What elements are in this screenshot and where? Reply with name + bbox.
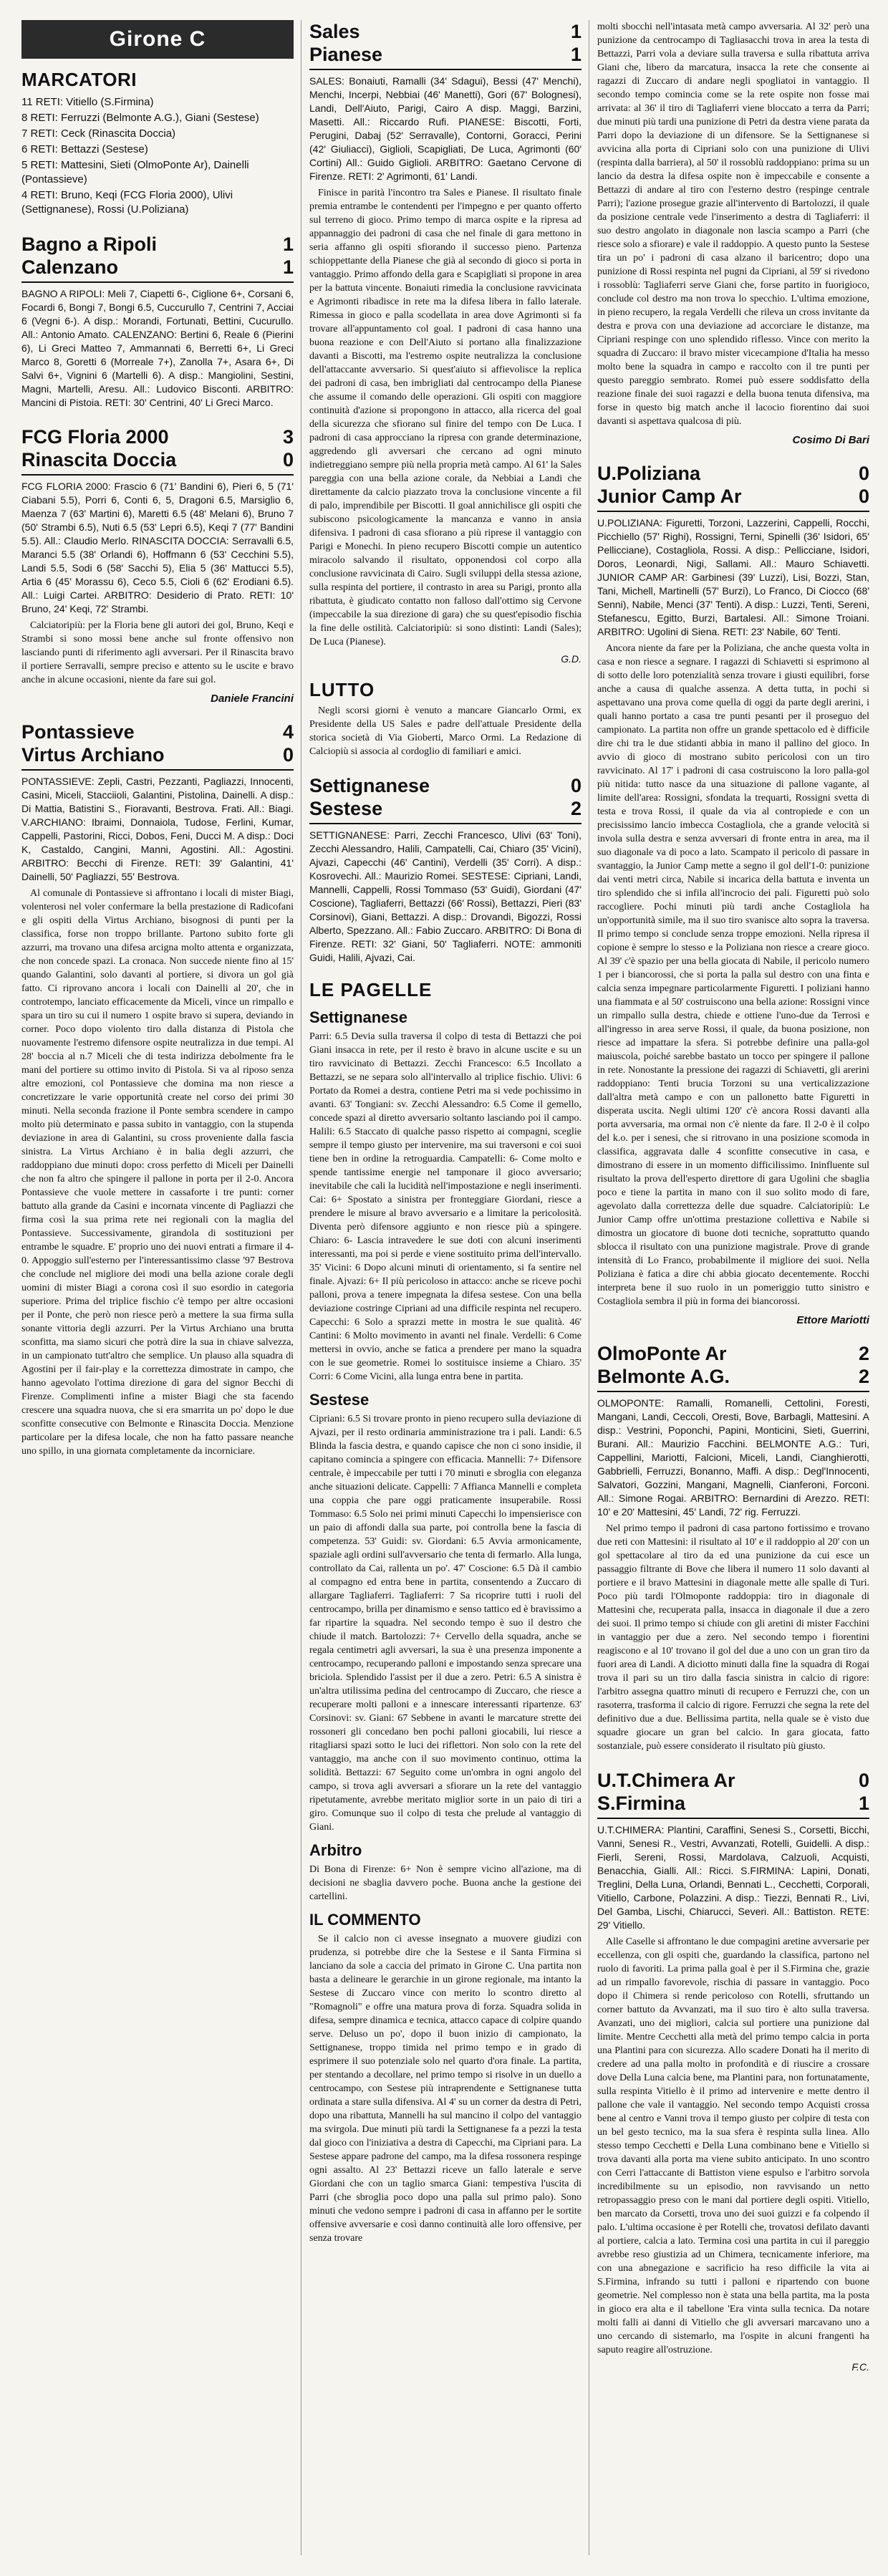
home-team-name: FCG Floria 2000	[21, 426, 169, 448]
away-team-score: 0	[282, 744, 294, 766]
article-paragraph: Finisce in parità l'incontro tra Sales e Pianese. Il risultato finale premia entrambe le contendenti per l'impegno e per quanto offerto sul terreno di gioco. Primo tempo di marca ospite e la ripresa ad appannaggio dei padroni di casa che nel finale di gara mettono in seria affanno gli ospiti sfiorando il successo pieno. Partenza schioppettante della Pianese che già al secondo di gioco si porta in vantaggio. Primo affondo della gara e Scapigliati si propone in area per la battuta vincente. Bonaiuti rimedia la conclusione ravvicinata e Agrimonti ribadisce in rete ma la difesa libera in fallo laterale. Rimessa in gioco e palla scodellata in area dove Agrimonti si fa trovare all'appuntamento col goal. I padroni di casa hanno una buona reazione e con Dell'Aiuto si portano alla finalizzazione davanti a Biscotti, ma l'estremo ospite neutralizza la conclusione dell'attaccante avversario. Si quest'aiuto si affievolisce la replica dei padroni di casa, ben imbrigliati dal centrocampo della Pianese che assume il comando delle operazioni. Gli ospiti con maggiore continuità d'azione si propongono in attacco, alla ricerca del goal della sicurezza che sfiorano sul finire del tempo con De Luca. I padroni di casa approcciano la ripresa con grande determinazione, aggredendo gli avversari che cercano ad ogni minuto indietreggiano sempre più nella propria metà campo. Al 61' la Sales pareggia con una bella azione corale, da Nebbiai a Landi che direttamente da calcio piazzato trova la conclusione vincente a fil di palo, imprendibile per Biscotti. Il goal annichilisce gli ospiti che subiscono psicologicamente la mancanza e vanno in ansia difensiva. I padroni di casa sfiorano a più riprese il vantaggio con Parigi e Monechi. In pieno recupero Biscotti compie un autentico miracolo salvando il risultato, opponendosi col corpo alla conclusione ravvicinata di Cairo. Sugli sviluppi della stessa azione, sulla respinta del portiere, il contrasto in area su Parigi, pronto alla ribattuta, è giudicato contatto non falloso dall'ottimo sig Cervone (impeccabile la sua direzione di gara) che su quest'episodio fischia la fine delle ostilità. Calciatoripiù: si sono distinti: Landi (Sales); De Luca (Pianese).	[309, 188, 581, 647]
match-report	[21, 233, 294, 410]
match-lineups: U.POLIZIANA: Figuretti, Torzoni, Lazzerini, Cappelli, Rocchi, Picchiello (57' Righi), Rossigni, Terni, Spinelli (36' Isidori, 65' Pellicciane), Costagliola, Rossi. A disp.: Pellicciane, Isidori, Doros, Leonardi, Nigi, Sallami. All.: Mauro Schiavetti. JUNIOR CAMP AR: Garbinesi (39' Luzzi), Lisi, Bozzi, Stan, Tani, Michell, Martinelli (57' Burzi), Lo Franco, Di Ciocco (68' Senni), Nabile, Menci (37' Tenti). A disp.: Luzzi, Tenti, Sereni, Stefanescu, Egitto, Burzi, Bartalesi. All.: Simone Troiani. ARBITRO: Ugolini di Siena. RETI: 23' Nabile, 60' Tenti.	[597, 517, 869, 637]
match-lineups: PONTASSIEVE: Zepli, Castri, Pezzanti, Pagliazzi, Innocenti, Casini, Miceli, Stacciioli, Galantini, Pistolina, Dainelli. A disp.: Di Mattia, Batistini S., Fioravanti, Bestrova. Frati. All.: Biagi. V.ARCHIANO: Ibraimi, Donnaiola, Tudose, Ferlini, Kumar, Cappelli, Pastorini, Ricci, Dobos, Feni, Ducci M. A disp.: Doci K, Castaldo, Cangini, Manni, Agostini. All.: Agostini. ARBITRO: Becchi di Firenze. RETI: 39' Galantini, 41' Dainelli, 50' Pagliazzi, 55' Bestrova.	[21, 776, 294, 882]
arbitro-rating	[309, 1863, 581, 1904]
column-2	[309, 20, 581, 2249]
away-team-score: 2	[570, 798, 581, 819]
commento-text	[309, 1932, 581, 2245]
match-lineups: BAGNO A RIPOLI: Meli 7, Ciapetti 6-, Ciglione 6+, Corsani 6, Focardi 6, Bongi 7, Bongi 6.5, Cuccurullo 7, Centrini 7, Acciai 6 (Vegni 6-). A disp.: Morandi, Fortunati, Bettini, Cucurullo. All.: Antonio Amato. CALENZANO: Bertini 6, Reale 6 (Pierini 6), Li Greci Matteo 7, Ammannati 6, Berretti 6+, Li Greci Marco 8, Goretti 6 (Morreale 7+), Zanolla 7+, Asara 6+, Di Salvi 6+, Vignini 6 (Martelli 6). A disp.: Mangiolini, Sestini, Magni, Martelli, Aresu. All.: Ludovico Bisconti. ARBITRO: Mancini di Pistoia. RETI: 30' Centrini, 40' Li Greci Marco.	[21, 288, 294, 408]
away-team-score: 0	[858, 486, 869, 507]
lutto-title: LUTTO	[309, 679, 375, 700]
author-signature: G.D.	[561, 653, 581, 665]
home-team-score: 0	[570, 775, 581, 796]
article-paragraph: Se il calcio non ci avesse insegnato a muovere giudizi con prudenza, si potrebbe dire che la Sestese e il Santa Firmina si lanciano da sole a caccia del primato in Girone C. Una partita non basta a delineare le gerarchie in un girone regionale, ma intanto la Sestese di Zuccaro vince con merito lo scontro diretto al "Romagnoli" e offre una matura prova di forza. Squadra solida in difesa, sempre dinamica e tecnica, attacco capace di colpire quando serve. Deluso un po', dopo il buon inizio di campionato, la Settignanese, troppo timida nel primo tempo e in grado di esprimere il suo potenziale solo nel quarto d'ora finale. La partita, per stentando a decollare, nel primo tempo si risolve in un duello a centrocampo, con Sestese più intraprendente e Settignanese tutta ordinata a stare sulla difensiva. Al 4' su un corner da destra di Petri, dopo una ribattuta, Mannelli ha sul mancino il colpo del vantaggio ma svirgola. Due minuti più tardi la Settignanese fa a pezzi la testa dal gioco con l'iniziativa a destra di Capecchi, ma Cipriani para. La Sestese appare padrone del campo, ma la difesa rossonera respinge ogni assalto. Al 23' Bettazzi riceve un fallo laterale e serve Giordani che con un taglio smarca Giani: tempestiva l'uscita di Parri (che sbroglia poco dopo una palla sul primo palo). Sono minuti che vedono sempre i padroni di casa in affanno per le sortite offensive avversarie e così danno continuità alle loro offensive, per senza trovare	[309, 1934, 581, 2244]
pagelle-team-title: Settignanese	[309, 1008, 407, 1026]
pagelle-title: LE PAGELLE	[309, 979, 433, 1000]
match-lineups: SETTIGNANESE: Parri, Zecchi Francesco, Ulivi (63' Toni), Zecchi Alessandro, Halili, Campatelli, Cai, Chiaro (35' Vicini), Ajvazi, Capecchi (46' Cantini), Verdelli (35' Corri). A disp.: Kosrovechi. All.: Maurizio Romei. SESTESE: Cipriani, Landi, Mannelli, Cappelli, Rossi Tommaso (53' Guidi), Giordani (47' Coscione), Tagliaferri, Bettazzi (66' Rossi), Bettazzi, Pieri (83' Corsinovi), Giani, Bettazzi. A disp.: Drovandi, Bigozzi, Rossi Alberto, Spezzano. All.: Fabio Zuccaro. ARBITRO: Di Bona di Firenze. RETI: 32' Giani, 50' Tagliaferri. NOTE: ammoniti Guidi, Halili, Ajvazi, Cai.	[309, 829, 581, 963]
marcatori-row: 5 RETI: Mattesini, Sieti (OlmoPonte Ar), Dainelli (Pontassieve)	[21, 159, 249, 185]
arbitro-title: Arbitro	[309, 1841, 362, 1859]
match-report	[309, 20, 581, 665]
column-1	[21, 20, 294, 1462]
home-team-score: 1	[570, 21, 581, 42]
article-paragraph: Calciatoripiù: per la Floria bene gli autori dei gol, Bruno, Keqi e Strambi si sono mossi bene anche sul fronte offensivo non lasciando punti di riferimento agli avversari. Per il Rinascita bravo il portiere Serravalli, sempre preciso e attento su le uscite e bravo anche in alcune occasioni, niente da fare sui gol.	[21, 620, 294, 685]
player-ratings	[309, 1030, 581, 1384]
match-report	[21, 425, 294, 705]
away-team-name: Sestese	[309, 798, 383, 819]
home-team-row	[597, 462, 869, 485]
ratings-text: Cipriani: 6.5 Si trovare pronto in pieno recupero sulla deviazione di Ajvazi, per il resto ordinaria amministrazione tra i pali. Landi: 6.5 Blinda la fascia destra, e quando capisce che non ci sono insidie, il capitano comincia a spingere con efficacia. Mannelli: 7+ Difensore centrale, è impeccabile per tutti i 70 minuti e sbroglia con eleganza anche situazioni delicate. Cappelli: 7 Affianca Mannelli e completa una coppia che pare oggi praticamente insuperabile. Rossi Tommaso: 6.5 Solo nei primi minuti Capecchi lo impensierisce con un paio di affondi dalla sua parte, poi controlla bene la fascia di competenza. 53' Guidi: sv. Giordani: 6.5 Avvia armonicamente, spaziale agli ordini sull'avversario che tenta di fermarlo. Alla lunga, controllato da Cai, rallenta un po'. 47' Coscione: 6.5 Dà il cambio al compagno ed entra bene in partita, consentendo a Zuccaro di allargare Tagliaferri. Tagliaferri: 7 Sa ricoprire tutti i ruoli del centrocampo, brilla per dinamismo e senso tattico ed è bravissimo a far ripartire la squadra. Nel secondo tempo è suo il destro che chiude il match. Bartolozzi: 7+ Cervello della squadra, anche se regala centimetri agli avversari, la sua è una presenza imponente a centrocampo, recuperando palloni e impostando senza sprecare una briciola. Splendido l'assist per il due a zero. Petri: 6.5 A sinistra è un'altra utilissima pedina del centrocampo di Zuccaro, che riesce a recuperare molti palloni e a innescare interessanti ripartenze. 63' Corsinovi: sv. Giani: 67 Sebbene in avanti le marcature strette dei rossoneri gli concedano ben pochi palloni giocabili, lui riesce a ritagliarsi spazi sotto le luci dei riflettori. Non solo con la rete del vantaggio, ma anche con il suo movimento continuo, ottima la solidità. Bettazzi: 67 Seguito come un'ombra in ogni angolo del campo, si trova agli avversari a sfiorare un la rete del vantaggio ripetutamente, avrebbe meritato miglior sorte in un paio di tiri a giro. Comunque suo il colpo di testa che prelude al vantaggio di Giani.	[309, 1414, 581, 1833]
away-team-row	[21, 448, 294, 471]
home-team-row	[597, 1769, 869, 1792]
away-team-score: 0	[282, 449, 294, 471]
match-article	[597, 1935, 869, 2357]
column-3	[597, 20, 869, 2375]
home-team-row	[21, 720, 294, 743]
away-team-name: Calenzano	[21, 256, 119, 278]
away-team-row	[309, 43, 581, 66]
author-signature: F.C.	[851, 2361, 869, 2373]
commento-continuation	[597, 20, 869, 428]
match-lineups: SALES: Bonaiuti, Ramalli (34' Sdagui), Bessi (47' Menchi), Menchi, Incerpi, Nebbiai (46' Manetti), Gori (67' Bolognesi), Landi, Dell'Aiuto, Parigi, Cairo A disp. Maggi, Barzini, Masetti. All.: Riccardo Rufi. PIANESE: Biscotti, Forti, Perugini, Dabaj (52' Serravalle), Contorni, Goracci, Perini (42' Giuliacci), Giglioli, Scapigliati, De Luca, Agrimonti (60' Cortini) All.: Guido Giglioli. ARBITRO: Gaetano Cervone di Firenze. RETI: 2' Agrimonti, 61' Landi.	[309, 75, 581, 182]
article-paragraph: Negli scorsi giorni è venuto a mancare Giancarlo Ormi, ex Presidente della US Sales e padre dell'attuale Presidente della storica società di Via Gioberti, Marco Ormi. La Redazione di Calciopiù si associa al cordoglio di familiari e amici.	[309, 705, 581, 757]
away-team-row	[597, 485, 869, 508]
author-signature: Ettore Mariotti	[796, 1314, 869, 1326]
match-report	[309, 774, 581, 965]
home-team-score: 3	[282, 426, 294, 448]
home-team-row	[309, 20, 581, 43]
away-team-row	[21, 743, 294, 766]
away-team-name: S.Firmina	[597, 1793, 686, 1814]
commento-title: IL COMMENTO	[309, 1911, 421, 1929]
ratings-text: Di Bona di Firenze: 6+ Non è sempre vicino all'azione, ma di decisioni ne sbaglia davvero poche. Buona anche la gestione dei cartellini.	[309, 1864, 581, 1902]
match-report	[21, 720, 294, 1458]
lutto-text	[309, 704, 581, 758]
match-report	[597, 462, 869, 1326]
marcatori-list	[21, 95, 294, 217]
home-team-score: 1	[282, 233, 294, 255]
home-team-name: U.T.Chimera Ar	[597, 1770, 735, 1791]
score-rule	[21, 281, 294, 283]
match-lineups: OLMOPONTE: Ramalli, Romanelli, Cettolini, Foresti, Mangani, Landi, Ceccoli, Oresti, Bove, Barbagli, Mattesini. A disp.: Vestrini, Poponchi, Papini, Monticini, Sieti, Guerrini, Burani. All.: Maurizio Facchini. BELMONTE A.G.: Turi, Cappellini, Mariotti, Falcioni, Miceli, Landi, Cianghierotti, Gabbrielli, Ferruzzi, Bonanno, Maffi. A disp.: Degl'Innocenti, Salvatori, Gozzini, Mangani, Magnelli, Cianferoni, Forconi. All.: Simone Rogai. ARBITRO: Bernardini di Arezzo. RETI: 10' e 20' Mattesini, 45' Landi, 72' rig. Ferruzzi.	[597, 1397, 869, 1518]
home-team-name: OlmoPonte Ar	[597, 1343, 727, 1364]
player-ratings	[309, 1412, 581, 1834]
author-signature: Daniele Francini	[211, 693, 294, 705]
away-team-name: Junior Camp Ar	[597, 486, 742, 507]
home-team-row	[309, 774, 581, 797]
home-team-score: 0	[858, 1770, 869, 1791]
away-team-name: Virtus Archiano	[21, 744, 165, 766]
away-team-score: 1	[570, 44, 581, 65]
match-lineups: FCG FLORIA 2000: Frascio 6 (71' Bandini 6), Pieri 6, 5 (71' Ciabani 5.5), Porri 6, Conti 6, 5, Dragoni 6.5, Marsiglio 6, Maenza 7 (63' Martini 6), Maretti 6.5 (48' Melani 6), Bruno 7 (50' Strambi 6.5), Nuti 6.5 (53' Lepri 6.5), Keqi 7 (77' Bandini 5.5). All.: Claudio Merlo. RINASCITA DOCCIA: Serravalli 6.5, Maranci 5.5 (38' Orlandi 6), Hoffmann 6 (53' Cecchini 5.5), Landi 5.5, Sodi 6 (58' Sacchi 5), Elia 5 (36' Mattucci 5.5), Artia 6 (45' Morassu 6), Ceco 5.5, Cioli 6 (62' Erodiani 6.5). All.: Luigi Cartei. ARBITRO: Desiderio di Prato. RETI: 10' Bruno, 24' Keqi, 72' Strambi.	[21, 481, 294, 614]
match-article	[597, 642, 869, 1308]
match-article	[309, 186, 581, 649]
away-team-row	[597, 1365, 869, 1388]
girone-banner: Girone C	[21, 20, 294, 59]
away-team-name: Pianese	[309, 44, 383, 65]
home-team-score: 0	[858, 463, 869, 484]
match-lineups: U.T.CHIMERA: Plantini, Caraffini, Senesi S., Corsetti, Bicchi, Vanni, Senesi R., Vestri, Avvanzati, Rotelli, Guidelli. A disp.: Fierli, Sereni, Rossi, Mardolava, Calzuoli, Acquisti, Benacchia, Gialli. All.: Ricci. S.FIRMINA: Lapini, Donati, Treglini, Della Luna, Orlandi, Bennati L., Cecchetti, Corporali, Vitiello, Carbone, Polazzini. A disp.: Tiezzi, Bennati R., Livi, Del Gamba, Lischi, Chiarucci, Severi. All.: Battiston. RETE: 29' Vitiello.	[597, 1824, 869, 1931]
home-team-name: U.Poliziana	[597, 463, 701, 484]
score-rule	[309, 69, 581, 70]
article-paragraph: Nel primo tempo il padroni di casa partono fortissimo e trovano due reti con Mattesini: il risultato al 10' e il raddoppio al 20' con un gol spettacolare al tiro da ed una punizione da cui esce un passaggio filtrante di Bove che libera il numero 11 solo davanti al portiere e il bravo Mattesini in diagonale mette alle spalle di Turi. Poco più tardi l'Olmoponte raddoppia: tiro in diagonale di Mattesini che, recuperata palla, insacca in diagonale il due a zero dei suoi. Il primo tempo si chiude con gli aretini di mister Facchini in vantaggio per due a zero. Nel secondo tempo i fiorentini reagiscono e al 10' trovano il gol del due a uno con un gran tiro da fuori area di Landi. A diciotto minuti dalla fine la squadra di Rogai trova il pari su un tiro dalla fascia sinistra in calcio di rigore: l'arbitro assegna quattro minuti di recupero e Ferruzzi che, con un rasoterra, trasforma il calcio di rigore. Ferruzzi che segna la rete del definitivo due a due. Bellissima partita, nella quale se è visto due squadre giocare un gran bel calcio. In gara giocata, fatto sostanziale, può essere considerato il risultato più giusto.	[597, 1523, 869, 1752]
away-team-row	[309, 797, 581, 820]
home-team-name: Bagno a Ripoli	[21, 233, 157, 255]
article-paragraph: Alle Caselle si affrontano le due compagini aretine avversarie per eccellenza, con gli ospiti che, guardando la classifica, partono nel ruolo di favoriti. La prima palla goal è per il S.Firmina che, grazie ad un rimpallo favorevole, rischia di passare in vantaggio. Poco dopo il Chimera si rende pericoloso con Rotelli, sfruttando un corner battuto da Avvanzati, ma il suo tiro è alto sulla traversa. Avanzati, uno dei migliori, calcia sul portiere una punizione dal limite. Mentre Cecchetti alla metà del primo tempo calcia in porta una Plantini para con sicurezza. Allo scadere Donati ha il merito di credere ad una palla molto in profondità e di riuscire a crossare dove Della Luna calcia bene, ma Plantini para, non fortunatamente, sulla respinta Vitiello è il primo ad intervenire e mette dentro il pallone che vale il vantaggio. Nel secondo tempo Acquisti crossa bene al centro e Vanni trova il tempo giusto per colpire di testa con un bel gesto tecnico, ma la sua sfera è respinta sulla linea. Allo stesso tempo Cecchetti e Della Luna combinano bene e Vitiello si trova davanti alla porta ma viene subito anticipato. In uno scontro con Cerri l'attaccante di Battiston viene espulso e l'arbitro sorvola incredibilmente su un episodio, non ravvisando un netto retropassaggio preso con le mani dal portiere degli ospiti. Vitiello, ben marcato da Corsetti, trova uno dei suoi guizzi e fa colpendo il palo. L'ultima occasione è per Rotelli che, trovatosi defilato davanti al portiere, calcia a lato. Termina così una partita in cui il pareggio avrebbe reso giustizia ad un Chimera, tecnicamente inferiore, ma con una abnegazione e sacrificio ha reso difficile la vita ai S.Firmina, infrando su tutti i palloni e ripartendo con buone geometrie. Nel complesso non è stata una bella partita, ma la posta in gioco era alta e il tabellone 'Era vinta sulla tecnica. Da notare molti falli ai danni di Vitiello che gli avversari marcavano uno a uno cercando di sistemarlo, ma l'ospite in alcuni frangenti ha saputo reagire all'ostruzione.	[597, 1936, 869, 2355]
away-team-name: Rinascita Doccia	[21, 449, 177, 471]
score-rule	[21, 769, 294, 771]
score-rule	[21, 474, 294, 476]
away-team-name: Belmonte A.G.	[597, 1366, 730, 1387]
score-rule	[597, 1818, 869, 1819]
ratings-text: Parri: 6.5 Devia sulla traversa il colpo di testa di Bettazzi che poi Giani insacca in rete, per il resto è bravo in alcune uscite e su un tiro ravvicinato di Bettazzi. Zecchi Francesco: 6.5 Incollato a Bettazzi, se ne separa solo all'intervallo al triplice fischio. Ulivi: 6 Portato da Romei a destra, contiene Petri ma si vede pochissimo in avanti. 63' Tongiani: sv. Zecchi Alessandro: 6.5 Come il gemello, concede spazi al diretto avversario soltanto lasciando poi il campo. Halili: 6.5 Staccato di qualche passo rispetto ai compagni, sceglie sempre il tempo giusto per intervenire, ma sui traversoni e coi suoi tiene ben in ordine la retroguardia. Campatelli: 6- Come molto e spende tantissime energie nel tamponare il gioco avversario; inevitabile che cali la lucidità nell'impostazione e negli inserimenti. Cai: 6+ Spostato a sinistra per fronteggiare Giordani, riesce a prendere le misure al bravo avversario e a limitare la pericolosità. Diventa però difensore aggiunto e non riesce più a spingere. Chiaro: 6- Lascia intravedere le sue doti con alcuni inserimenti interessanti, ma poi si perde e viene sostituito prima dell'intervallo. 35' Vicini: 6 Dopo alcuni minuti di orientamento, si fa sentire nel finale. Ajvazi: 6+ Il più pericoloso in attacco: anche se riceve pochi palloni, prova a tenere impegnata la difesa sestese. Con una bella deviazione costringe Cipriani ad una difficile respinta nel recupero. Capecchi: 6 Solo a sprazzi mette in mostra le sue qualità. 46' Cantini: 6 Molto movimento in avanti nel finale. Verdelli: 6 Come mettersi in ovvio, anche se fatica a prendere per mano la squadra con le sue geometrie. Romei lo sostituisce insieme a Chiaro. 35' Corri: 6 Come Vicini, alla lunga entra bene in partita.	[309, 1031, 581, 1382]
author-signature: Cosimo Di Bari	[792, 434, 869, 446]
score-rule	[309, 823, 581, 824]
marcatori-row: 4 RETI: Bruno, Keqi (FCG Floria 2000), Ulivi (Settignanese), Rossi (U.Poliziana)	[21, 189, 233, 216]
score-rule	[597, 511, 869, 512]
match-article	[21, 619, 294, 687]
home-team-score: 4	[282, 721, 294, 743]
home-team-name: Sales	[309, 21, 360, 42]
marcatori-row: 6 RETI: Bettazzi (Sestese)	[21, 143, 148, 155]
away-team-row	[597, 1792, 869, 1815]
match-article	[21, 887, 294, 1458]
match-report	[597, 1342, 869, 1753]
marcatori-row: 8 RETI: Ferruzzi (Belmonte A.G.), Giani (Sestese)	[21, 112, 259, 124]
home-team-row	[597, 1342, 869, 1365]
article-paragraph: Ancora niente da fare per la Poliziana, che anche questa volta in casa e non riesce a segnare. I ragazzi di Schiavetti si esprimono al di sotto delle loro potenzialità senza trovare i giusti equilibri, forse anche a causa di qualche assenza. A detta tutta, in pochi si aspettavano una prova come quella di oggi da parte degli arerini, i quali hanno portato a casa tre punti pesanti per il proseguo del campionato. La partita non offre un grande spettacolo ed è difficile dire chi tra le due stidanti abbia in mano il pallino del gioco. In avvio di gioco di mostrano subito pericolosi con un tiro ravvicinato. Al 17' i padroni di casa costruiscono la loro palla-gol più nitida: tutto nasce da una situazione di pallone vagante, al limite dell'area: Rossigni, sfondata la trequarti, Rossigni svetta di testa e trova Rossi, il quale da via al contropiede e con un precisissimo lancio imbecca Costagliola, che a grande velocità si invola sulla destra e senza avversari di fronte entra in area, ma il suo diagonale va di poco a lato. Scampato il pericolo di passare in svantaggio, la Junior Camp mette a segno il gol dell'1-0: punizione dai venti metri circa, Nabile si incarica della battuta e inventa un tiro splendido che si infila all'incrocio dei pali. Figuretti può solo raccogliere. Pochi minuti più tardi anche Costagliola ha un'opportunità simile, ma il suo tiro svanisce alto sopra la traversa. Il primo tempo si conclude senza troppe emozioni. Nella ripresa il copione è sempre lo stesso e la Poliziana non riesce a creare gioco. Al 39' c'è spazio per una bella giocata di Nabile, il pericolo numero 1 per i biancorossi, che si porta la palla sul destro con una finta e calcia senza impegnare particolarmente Figuretti. I poliziani hanno una fiammata e al 50' costruiscono una bella azione: Rossigni vince un rimpallo sulla destra, chiede e ottiene l'uno-due da Terrosi e all'ingresso in area serve Rossi, il quale, da buona posizione, non riesce ad impattare la sfera. Si potrebbe definire una palla-gol maiuscola, poiché sarebbe bastato un tocco per spingere il pallone in rete. Nonostante la pressione dei ragazzi di Schiavetti, gli arerini raddoppiano: Tenti brucia Torzoni su una verticalizzazione dall'altra metà campo e con un pallonetto batte Figuretti in disperata uscita. Negli ultimi 120' c'è ancora Rossi davanti alla porta avversaria, ma ormai non c'è niente da fare. Il 2-0 è il colpo del k.o. per i senesi, che si ritrovano in una posizione scomoda in classifica, aggravata dalle 4 sconfitte consecutive in casa, e dimostrano di essere in un momento difficilissimo. Ininfluente sul risultato la prova dell'esperto direttore di gara Ugolini che sbaglia poco e tiene la partita in mano con il suo solito modo di fare, agevolato dalla correttezza delle due squadre. Calciatoripiù: Le Junior Camp offre un'ottima prestazione collettiva e Nabile si dimostra un giocatore di buone doti tecniche, soprattutto quando sblocca il risultato con una punizione magistrale. Prove di grande intensità di Lo Franco, probabilmente il migliore dei suoi. Nella Poliziana è fatica a dire chi abbia giocato decentemente. Rocchi interpreta bene il suo ruolo in un pomeriggio tutto sinistro e Costagliola sembra il più in forma dei biancorossi.	[597, 643, 869, 1307]
home-team-row	[21, 233, 294, 256]
home-team-name: Pontassieve	[21, 721, 135, 743]
score-rule	[597, 1391, 869, 1392]
away-team-score: 1	[282, 256, 294, 278]
marcatori-row: 7 RETI: Ceck (Rinascita Doccia)	[21, 127, 176, 140]
home-team-score: 2	[858, 1343, 869, 1364]
match-article	[597, 1522, 869, 1753]
away-team-score: 1	[858, 1793, 869, 1814]
article-paragraph: molti sbocchi nell'intasata metà campo avversaria. Al 32' però una punizione da centrocampo di Tagliasacchi trova in area la testa di Bettazzi, Parri vola a deviare sulla traversa e sulla ribattuta arriva Giani che, libero da marcatura, insacca la rete che consente ai ragazzi di Zuccaro di andare negli spogliatoi in vantaggio. Il secondo tempo comincia come se la rete ospite non fosse mai arrivata: al 36' il tiro di Tagliaferri viene bloccato a terra da Parri; due minuti più tardi una punizione di Petri da destra viene parata da Parri dopo la deviazione di un difensore. Se la Settignanese si avvicina alla porta di Cipriani solo con una punizione di Ulivi (respinta dalla barriera), al 50' il rossoblù raddoppiano: prima su un lancio da destra la difesa ospite non è impeccabile e consente a Bettazzi di andare al tiro con l'esterno destro (respinge centrale Parri); l'azione prosegue grazie all'intervento di Bartolozzi, il quale da posizione centrale vede l'inserimento a destra di Tagliaferri: il suo destro angolato in diagonale non lascia scampo a Parri (che riesce solo a sfiorare) e vale il raddoppio. A questo punto la Sestese tira un po' i padroni di casa alzano il baricentro; dopo una punizione di Rossi respinta nel pugni da Cipriani, al 59' si rivedono i rossoblù: Tagliaferri serve Giani che, forse partito in fuorigioco, conclude col destro ma non trova lo specchio. L'ultima emozione, in pieno recupero, la regala Verdelli che rileva un cross invitante da destra e prova con una deviazione ad accorciare le distanze, ma Cipriani respinge con uno splendido riflesso. Vince con merito la squadra di Zuccaro: il bravo mister vicecampione d'Italia ha messo molto bene la squadra in campo e raccolto con il tre punti per questo pareggio sembrato. Romei può essere soddisfatto della reazione finale dei suoi ragazzi e della buona tenuta difensiva, ma forse in questo big match anche il lacocio fiorentino dai suoi davanti si aspettava qualcosa di più.	[597, 21, 869, 427]
home-team-name: Settignanese	[309, 775, 430, 796]
home-team-row	[21, 425, 294, 448]
pagelle-team-title: Sestese	[309, 1391, 370, 1409]
match-report	[597, 1769, 869, 2373]
article-paragraph: Al comunale di Pontassieve si affrontano i locali di mister Biagi, volenterosi nel voler confermare la bella prestazione di Radicofani e gli ospiti della Virtus Archiano, bisognosi di punti per la classifica, forse non troppo brillante. Partono subito forte gli azzurri, ma trovano una difesa arcigna molto attenta e organizzata, che non concede spazi. La cronaca. Non succede niente fino al 15' quando Galantini, solo davanti al portiere, si divora un gol già fatto. Ci riprovano ancora i locali con Dainelli al 20', che in controtempo, lanciato efficacemente da Miceli, vince un rimpallo e spara un tiro su cui il numero 1 ospite bravo si supera, deviando in corner. Poco dopo violento tiro dalla distanza di Pistola che nuovamente l'estremo difensore ospite neutralizza in due tempi. Al 28' boccia al n.7 Miceli che di testa indirizza debolmente fra le mani del portiere su ottimo invito di Pistola. Si va al riposo senza altre emozioni, col Pontassieve che domina ma non riesce a concretizzare le varie opportunità create nel corso dei primi 30 minuti. Nella seconda frazione il Ponte sembra scendere in campo molto più determinato e passa subito in vantaggio, con la stupenda deviazione in area di Galantini, su cross proveniente dalla fascia sinistra. La Virtus Archiano è in balia degli azzurri, che raddoppiano due minuti dopo: cross perfetto di Miceli per Dainelli che non fa altro che spingere il pallone in porta per il 2-0. Ancora Pontassieve che vuole mettere in cassaforte i tre punti: corner battuto alla grande da Casini e incornata vincente di Pagliazzi che firma così la sua prima rete nei regionali con la maglia del Pontassieve. Successivamente, girandola di sostituzioni per entrambe le squadre. E' proprio uno dei nuovi entrati a firmare il 4-0. Appoggio sull'esterno per l'interessantissimo classe '97 Bestrova che conclude nel migliore dei modi una bella azione corale degli uomini di mister Biagi a corona così il suo esordio in categoria superiore. Prima del triplice fischio c'è tempo per altre occasioni per il Ponte, che però non riesce però a mettere la sua firma sulla sonante vittoria degli azzurri. Per la Virtus Archiano una brutta sconfitta, ma siamo sicuri che potrà dire la sua in chiave salvezza, in un campionato tutt'altro che semplice. Un plauso alla squadra di Agostini per il fair-play e la correttezza dimostrate in campo, che hanno agevolato l'ottima direzione di gara del signor Becchi di Firenze. Complimenti infine a mister Biagi che sta facendo crescere una squadra nuova, che si era smarrita un po' dopo le due sconfitte consecutive con Belmonte e Rinascita Doccia. Menzione particolare per la difesa locale, che non ha fatto passare neanche uno spillo, in una giornata completamente da incorniciare.	[21, 888, 294, 1457]
marcatori-row: 11 RETI: Vitiello (S.Firmina)	[21, 96, 154, 108]
away-team-row	[21, 256, 294, 279]
marcatori-title: MARCATORI	[21, 69, 137, 90]
away-team-score: 2	[858, 1366, 869, 1387]
